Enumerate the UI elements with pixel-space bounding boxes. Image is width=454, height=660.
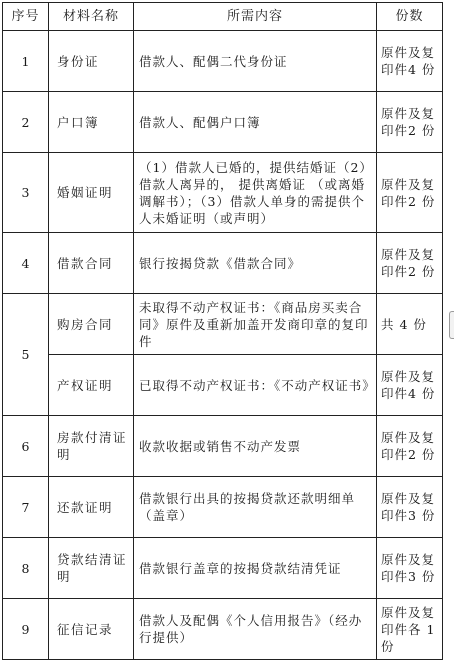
table-row (3, 416, 443, 477)
required-content: 收款收据或销售不动产发票 (134, 416, 377, 477)
table-row (3, 599, 443, 660)
header-copies: 份数 (377, 3, 443, 31)
copies: 原件及复印件3 份 (377, 477, 443, 538)
table-row (3, 294, 443, 355)
required-content: 借款银行出具的按揭贷款还款明细单（盖章） (134, 477, 377, 538)
header-material-name: 材料名称 (49, 3, 134, 31)
material-name: 征信记录 (49, 599, 134, 660)
copies: 原件及复印件4 份 (377, 31, 443, 92)
row-number: 4 (3, 233, 49, 294)
row-number: 1 (3, 31, 49, 92)
required-content: （1）借款人已婚的，提供结婚证（2）借款人离异的， 提供离婚证 （或离婚调解书）；（3）借款人单身的需提供个人未婚证明（或声明） (134, 153, 377, 233)
side-panel-handle[interactable] (449, 311, 454, 339)
required-content: 借款人及配偶《个人信用报告》（经办行提供） (134, 599, 377, 660)
table-row (3, 233, 443, 294)
material-name: 借款合同 (49, 233, 134, 294)
copies: 原件及复印件2 份 (377, 92, 443, 153)
copies: 原件及复印件3 份 (377, 538, 443, 599)
material-name: 还款证明 (49, 477, 134, 538)
row-number: 8 (3, 538, 49, 599)
row-number: 9 (3, 599, 49, 660)
copies: 原件及复印件2 份 (377, 233, 443, 294)
table-row (3, 92, 443, 153)
row-number: 7 (3, 477, 49, 538)
copies: 共 4 份 (377, 294, 443, 355)
required-content: 借款人、配偶二代身份证 (134, 31, 377, 92)
material-name: 贷款结清证明 (49, 538, 134, 599)
row-number: 6 (3, 416, 49, 477)
material-name: 产权证明 (49, 355, 134, 416)
required-content: 借款银行盖章的按揭贷款结清凭证 (134, 538, 377, 599)
material-name: 购房合同 (49, 294, 134, 355)
table-row (3, 153, 443, 233)
required-content: 已取得不动产权证书：《不动产权证书》 (134, 355, 377, 416)
row-number: 2 (3, 92, 49, 153)
copies: 原件及复印件2 份 (377, 416, 443, 477)
header-row (3, 3, 443, 31)
material-name: 房款付清证明 (49, 416, 134, 477)
row-number: 3 (3, 153, 49, 233)
header-required-content: 所需内容 (134, 3, 377, 31)
table-row (3, 477, 443, 538)
material-name: 婚姻证明 (49, 153, 134, 233)
material-name: 身份证 (49, 31, 134, 92)
material-name: 户口簿 (49, 92, 134, 153)
required-content: 借款人、配偶户口簿 (134, 92, 377, 153)
required-content: 银行按揭贷款《借款合同》 (134, 233, 377, 294)
table-row (3, 31, 443, 92)
copies: 原件及复印件各 1 份 (377, 599, 443, 660)
table-row (3, 355, 443, 416)
header-number: 序号 (3, 3, 49, 31)
required-content: 未取得不动产权证书：《商品房买卖合同》原件及重新加盖开发商印章的复印件 (134, 294, 377, 355)
copies: 原件及复印件4 份 (377, 355, 443, 416)
row-number: 5 (3, 294, 49, 416)
table-row (3, 538, 443, 599)
copies: 原件及复印件2 份 (377, 153, 443, 233)
materials-table (2, 2, 443, 660)
